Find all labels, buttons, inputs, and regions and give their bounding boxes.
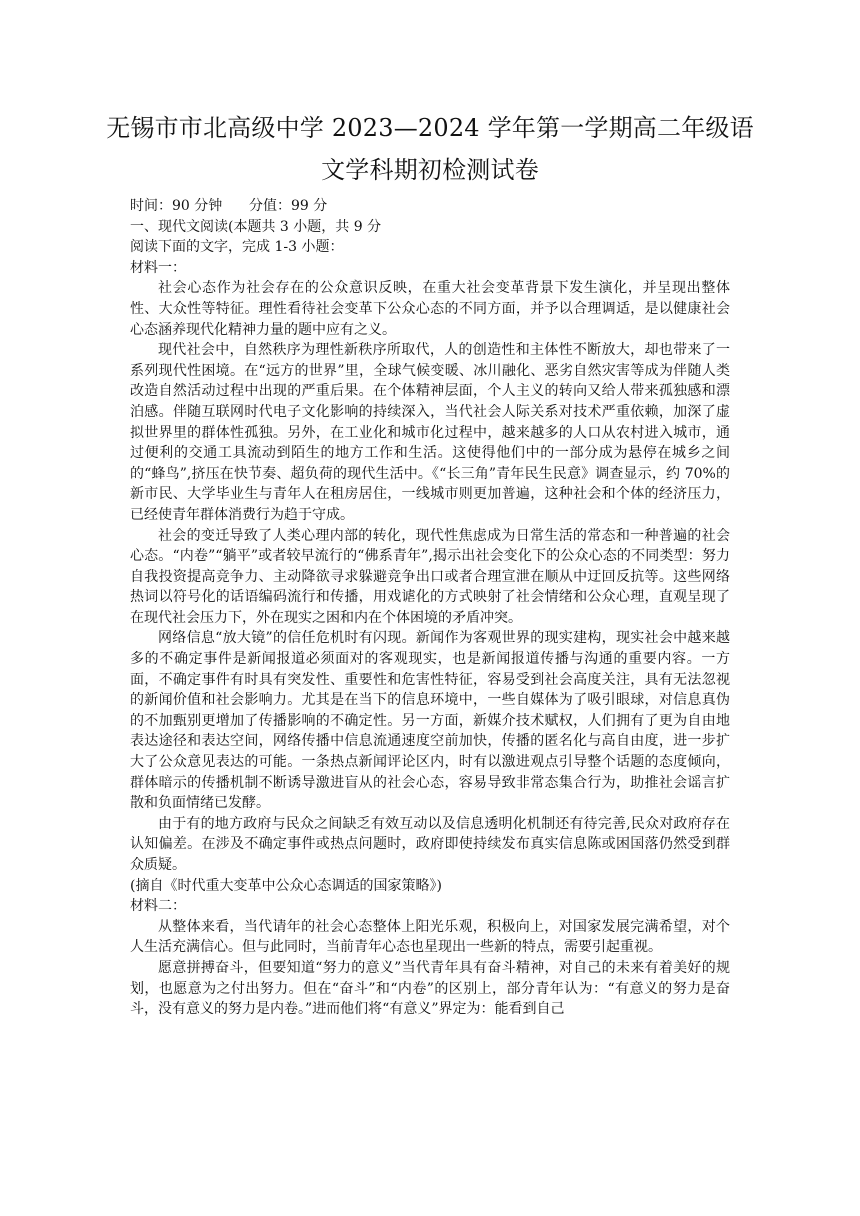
material-2-paragraph: 愿意拼搏奋斗，但要知道“努力的意义”当代青年具有奋斗精神，对自己的未来有着美好的规划，也愿意为之付出努力。但在“奋斗”和“内卷”的区别上，部分青年认为：“有意义的努力是奋斗，没有意义的努力是内卷。”进而他们将“有意义”界定为：能看到自己 bbox=[130, 959, 730, 1018]
material-1-label: 材料一： bbox=[130, 259, 186, 276]
material-1-paragraph: 社会的变迁导致了人类心理内部的转化，现代性焦虑成为日常生活的常态和一种普遍的社会心态。“内卷”“躺平”或者较早流行的“佛系青年”,揭示出社会变化下的公众心态的不同类型：努力自我投资提高竞争力、主动降欲寻求躲避竞争出口或者合理宣泄在顺从中迂回反抗等。这些网络热词以符号化的话语编码流行和传播，用戏谑化的方式映射了社会情绪和公众心理，直观呈现了在现代社会压力下，外在现实之困和内在个体困境的矛盾冲突。 bbox=[130, 527, 730, 626]
material-1-paragraph: 由于有的地方政府与民众之间缺乏有效互动以及信息透明化机制还有待完善,民众对政府存在认知偏差。在涉及不确定事件或热点问题时，政府即使持续发布真实信息陈或困国落仍然受到群众质疑。 bbox=[130, 815, 730, 873]
material-2-paragraph: 从整体来看，当代请年的社会心态整体上阳光乐观，积极向上，对国家发展完满希望，对个人生活充满信心。但与此同时，当前青年心态也星现出一些新的特点，需要引起重视。 bbox=[130, 918, 730, 956]
material-1-source: (摘自《时代重大变革中公众心态调适的国家策略》) bbox=[130, 877, 442, 894]
material-1-paragraph: 网络信息“放大镜”的信任危机时有闪现。新闻作为客观世界的现实建构，现实社会中越来越多的不确定事件是新闻报道必须面对的客观现实，也是新闻报道传播与沟通的重要内容。一方面，不确定事件有时具有突发性、重要性和危害性特征，容易受到社会高度关注，具有无法忽视的新闻价值和社会影响力。尤其是在当下的信息环境中，一些自媒体为了吸引眼球，对信息真伪的不加甄别更增加了传播影响的不确定性。另一方面，新媒介技术赋权，人们拥有了更为自由地表达途径和表达空间，网络传播中信息流通速度空前加快，传播的匿名化与高自由度，进一步扩大了公众意见表达的可能。一条热点新闻评论区内，时有以激进观点引导整个话题的态度倾向，群体暗示的传播机制不断诱导激进盲从的社会心态，容易导致非常态集合行为，助推社会谣言扩散和负面情绪已发酵。 bbox=[130, 630, 730, 812]
exam-body bbox=[130, 196, 730, 1020]
exam-meta: 时间：90 分钟 分值：99 分 bbox=[130, 198, 328, 214]
material-1-paragraph: 现代社会中，自然秩序为理性新秩序所取代，人的创造性和主体性不断放大，却也带来了一系列现代性困境。在“远方的世界”里，全球气候变暖、冰川融化、恶劣自然灾害等成为伴随人类改造自然活动过程中出现的严重后果。在个体精神层面，个人主义的转向又给人带来孤独感和漂泊感。伴随互联网时代电子文化影响的持续深入，当代社会人际关系对技术严重依赖，加深了虚拟世界里的群体性孤独。另外，在工业化和城市化过程中，越来越多的人口从农村进入城市，通过便利的交通工具流动到陌生的地方工作和生活。这使得他们中的一部分成为悬停在城乡之间的“蜂鸟”,挤压在快节奏、超负荷的现代生活中。《“长三角”青年民生民意》调查显示，约 70%的新市民、大学毕业生与青年人在租房居住，一线城市则更加普遍，这种社会和个体的经济压力，已经使青年群体消费行为趋于守成。 bbox=[130, 342, 730, 523]
exam-title-line-1: 无锡市市北高级中学 2023—2024 学年第一学期高二年级语 bbox=[106, 114, 754, 142]
material-2-label: 材料二： bbox=[130, 898, 186, 915]
material-1-paragraph: 社会心态作为社会存在的公众意识反映，在重大社会变革背景下发生演化，并呈现出整体性、大众性等特征。理性看待社会变革下公众心态的不同方面，并予以合理调适，是以健康社会心态涵养现代化精神力量的题中应有之义。 bbox=[130, 280, 730, 338]
reading-instruction: 阅读下面的文字，完成 1-3 小题： bbox=[130, 239, 344, 256]
exam-title-line-2: 文学科期初检测试卷 bbox=[321, 156, 539, 184]
section-heading: 一、现代文阅读(本题共 3 小题，共 9 分 bbox=[130, 218, 382, 235]
